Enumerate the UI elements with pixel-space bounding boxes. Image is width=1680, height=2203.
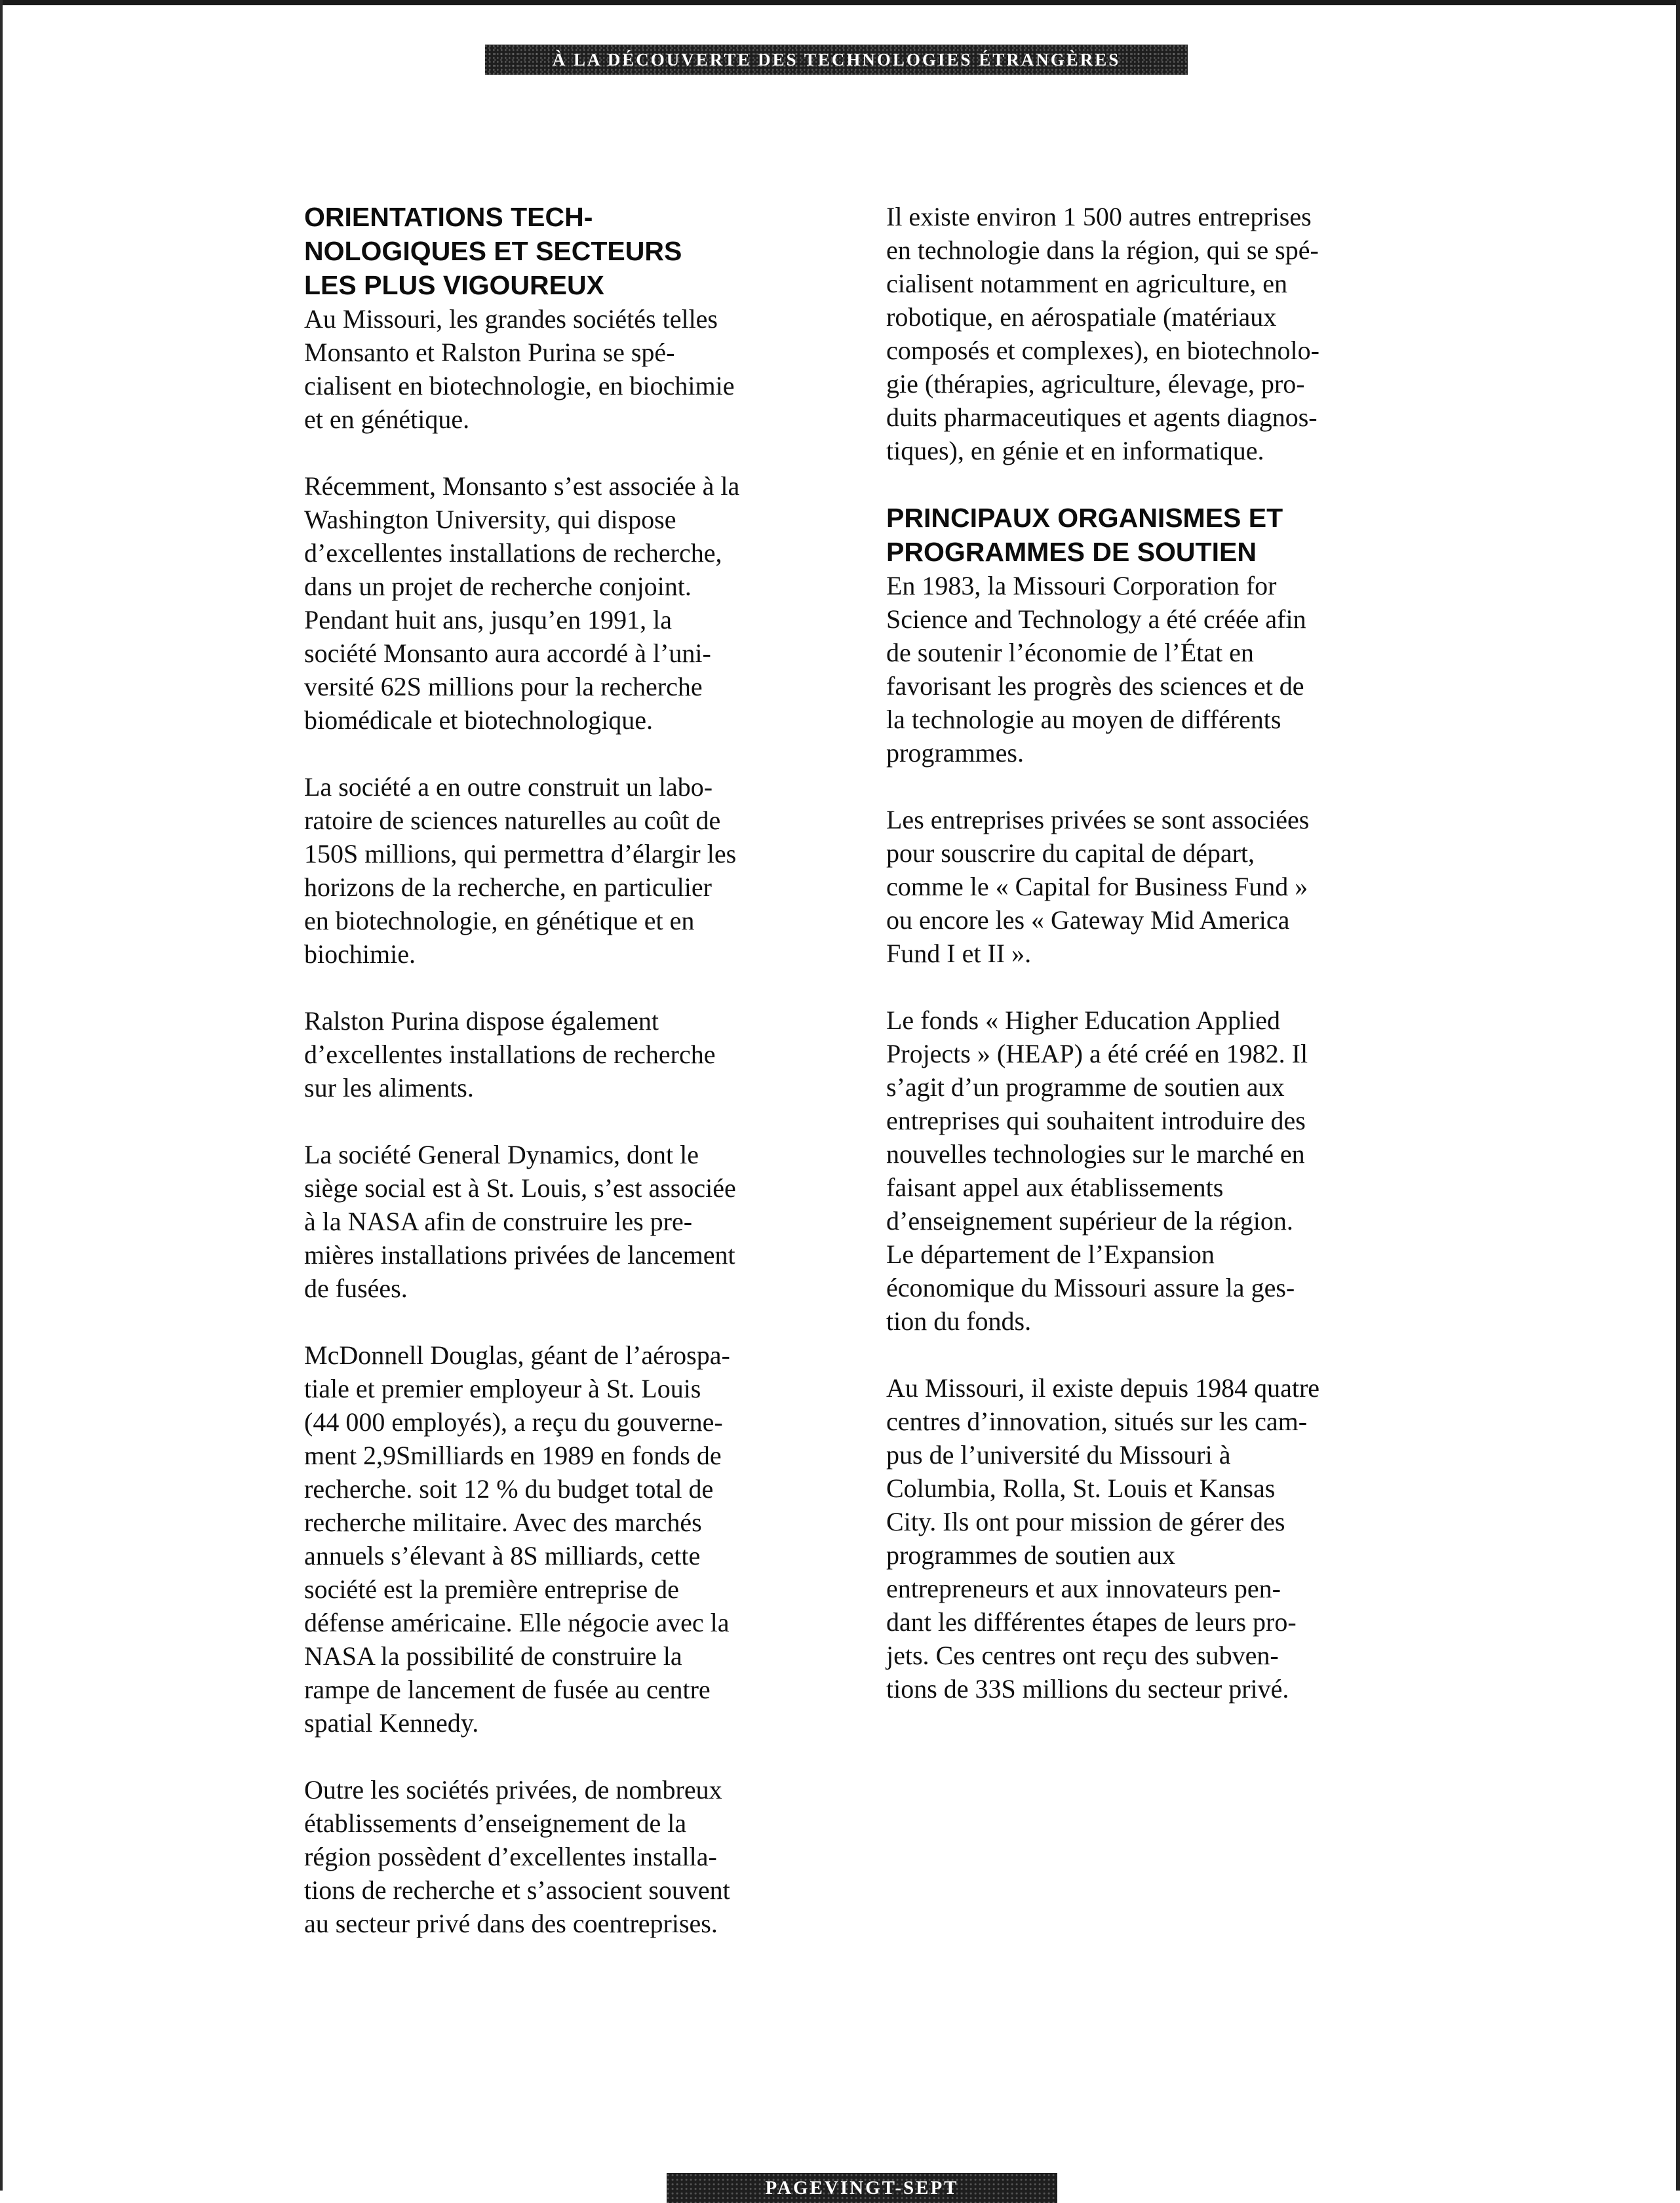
running-header-title: À LA DÉCOUVERTE DES TECHNOLOGIES ÉTRANGÈRES [552, 49, 1121, 69]
paragraph: Ralston Purina dispose également d’excellentes installations de recherche sur les aliments. [304, 1006, 716, 1102]
paragraph: McDonnell Douglas, géant de l’aérospa- tiale et premier employeur à St. Louis (44 000 employés), a reçu du gouverne- ment 2,9Smilliards en 1989 en fonds de recherche. soit 12 % du budget total de recherche militaire. Avec des marchés annuels s’élevant à 8S milliards, cette société est la première entreprise de défense américaine. Elle négocie avec la NASA la possibilité de construire la rampe de lancement de fusée au centre spatial Kennedy. [304, 1340, 730, 1738]
paragraph: La société a en outre construit un labo- ratoire de sciences naturelles au coût de 150S millions, qui permettra d’élargir les horizons de la recherche, en particulier en biotechnologie, en génétique et en biochimie. [304, 772, 737, 969]
running-header [485, 45, 1188, 75]
paragraph: Les entreprises privées se sont associées pour souscrire du capital de départ, comme le « Capital for Business Fund » ou encore les « Gateway Mid America Fund I et II ». [886, 805, 1310, 968]
left-column [304, 200, 802, 1974]
section-heading-orientations: ORIENTATIONS TECH- NOLOGIQUES ET SECTEURS LES PLUS VIGOUREUX [304, 202, 682, 300]
paragraph: En 1983, la Missouri Corporation for Science and Technology a été créée afin de soutenir l’économie de l’État en favorisant les progrès des sciences et de la technologie au moyen de différents programmes. [886, 571, 1306, 768]
paragraph: Au Missouri, les grandes sociétés telles Monsanto et Ralston Purina se spé- cialisent en biotechnologie, en biochimie et en génétique. [304, 304, 735, 434]
page-number-label: PAGEVINGT-SEPT [765, 2177, 959, 2198]
section-heading-principaux-organismes: PRINCIPAUX ORGANISMES ET PROGRAMMES DE SOUTIEN [886, 503, 1283, 567]
page-top-edge [0, 0, 1680, 5]
page-number-footer [667, 2173, 1057, 2203]
right-column [886, 200, 1384, 1739]
paragraph: Au Missouri, il existe depuis 1984 quatre centres d’innovation, situés sur les cam- pus de l’université du Missouri à Columbia, Rolla, St. Louis et Kansas City. Ils ont pour mission de gérer des programmes de soutien aux entrepreneurs et aux innovateurs pen- dant les différentes étapes de leurs pro- jets. Ces centres ont reçu des subven- tions de 33S millions du secteur privé. [886, 1373, 1320, 1704]
paragraph: Outre les sociétés privées, de nombreux établissements d’enseignement de la région possèdent d’excellentes installa- tions de recherche et s’associent souvent au secteur privé dans des coentreprises. [304, 1775, 730, 1938]
page-right-edge [1676, 0, 1680, 2191]
paragraph: Le fonds « Higher Education Applied Projects » (HEAP) a été créé en 1982. Il s’agit d’un programme de soutien aux entreprises qui souhaitent introduire des nouvelles technologies sur le marché en faisant appel aux établissements d’enseignement supérieur de la région. Le département de l’Expansion économique du Missouri assure la ges- tion du fonds. [886, 1005, 1308, 1336]
paragraph: Il existe environ 1 500 autres entreprises en technologie dans la région, qui se spé- cialisent notamment en agriculture, en robotique, en aérospatiale (matériaux composés et complexes), en biotechnolo- gie (thérapies, agriculture, élevage, pro- duits pharmaceutiques et agents diagnos- tiques), en génie et en informatique. [886, 202, 1319, 465]
paragraph: Récemment, Monsanto s’est associée à la Washington University, qui dispose d’excellentes installations de recherche, dans un projet de recherche conjoint. Pendant huit ans, jusqu’en 1991, la société Monsanto aura accordé à l’uni- versité 62S millions pour la recherche biomédicale et biotechnologique. [304, 471, 740, 735]
paragraph: La société General Dynamics, dont le siège social est à St. Louis, s’est associée à la NASA afin de construire les pre- mières installations privées de lancement de fusées. [304, 1140, 736, 1303]
page-left-edge [0, 0, 3, 2191]
